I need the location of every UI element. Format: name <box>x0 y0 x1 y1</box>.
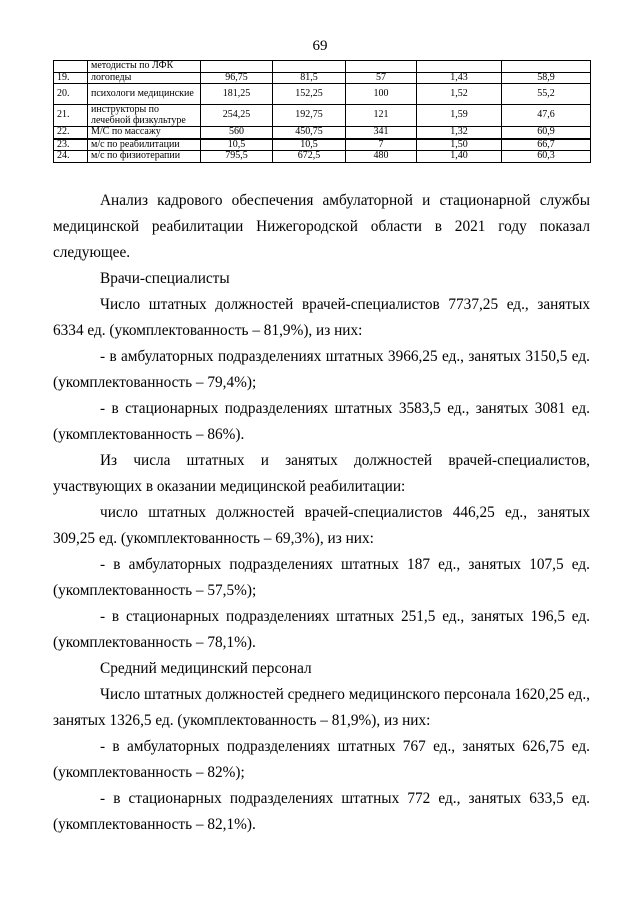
list-item: - в стационарных подразделениях штатных 3583,5 ед., занятых 3081 ед. (укомплектованность – 86%). <box>53 400 590 443</box>
value-cell: 1,50 <box>417 139 502 151</box>
value-cell: 55,2 <box>502 84 591 105</box>
value-cell: 254,25 <box>201 105 273 127</box>
position-name: м/с по физиотерапии <box>88 151 201 163</box>
value-cell: 450,75 <box>273 127 346 139</box>
value-cell: 1,40 <box>417 151 502 163</box>
list-item: - в амбулаторных подразделениях штатных 187 ед., занятых 107,5 ед. (укомплектованность – 57,5%); <box>53 556 590 599</box>
value-cell: 57 <box>346 72 417 84</box>
section-heading-nurses: Средний медицинский персонал <box>100 660 312 677</box>
value-cell: 10,5 <box>273 139 346 151</box>
value-cell: 60,3 <box>502 151 591 163</box>
position-name: М/С по массажу <box>88 127 201 139</box>
value-cell: 81,5 <box>273 72 346 84</box>
list-item: - в амбулаторных подразделениях штатных 3966,25 ед., занятых 3150,5 ед. (укомплектованность – 79,4%); <box>53 348 590 391</box>
row-number <box>54 61 88 73</box>
row-number: 23. <box>54 139 88 151</box>
value-cell <box>417 61 502 73</box>
row-number: 20. <box>54 84 88 105</box>
paragraph: Число штатных должностей среднего медицинского персонала 1620,25 ед., занятых 1326,5 ед. (укомплектованность – 81,9%), из них: <box>53 686 590 729</box>
position-name: инструкторы по лечебной физкультуре <box>88 105 201 127</box>
paragraph: Анализ кадрового обеспечения амбулаторной и стационарной службы медицинской реабилитации Нижегородской области в 2021 году показал следующее. <box>53 192 590 261</box>
section-heading-doctors: Врачи-специалисты <box>100 270 230 287</box>
table-row <box>54 151 591 163</box>
position-name: м/с по реабилитации <box>88 139 201 151</box>
value-cell <box>346 61 417 73</box>
value-cell: 1,59 <box>417 105 502 127</box>
value-cell <box>502 61 591 73</box>
table-row <box>54 61 591 73</box>
list-item: - в стационарных подразделениях штатных 251,5 ед., занятых 196,5 ед. (укомплектованность – 78,1%). <box>53 608 590 651</box>
value-cell: 96,75 <box>201 72 273 84</box>
value-cell: 66,7 <box>502 139 591 151</box>
table-row <box>54 127 591 139</box>
value-cell: 795,5 <box>201 151 273 163</box>
table-row <box>54 72 591 84</box>
value-cell: 672,5 <box>273 151 346 163</box>
value-cell: 47,6 <box>502 105 591 127</box>
value-cell: 7 <box>346 139 417 151</box>
row-number: 24. <box>54 151 88 163</box>
value-cell <box>273 61 346 73</box>
list-item: - в стационарных подразделениях штатных 772 ед., занятых 633,5 ед. (укомплектованность – 82,1%). <box>53 790 590 833</box>
position-name: методисты по ЛФК <box>88 61 201 73</box>
value-cell: 1,43 <box>417 72 502 84</box>
row-number: 22. <box>54 127 88 139</box>
value-cell: 480 <box>346 151 417 163</box>
row-number: 19. <box>54 72 88 84</box>
value-cell <box>201 61 273 73</box>
value-cell: 100 <box>346 84 417 105</box>
position-name: логопеды <box>88 72 201 84</box>
value-cell: 1,52 <box>417 84 502 105</box>
value-cell: 121 <box>346 105 417 127</box>
paragraph: Из числа штатных и занятых должностей врачей-специалистов, участвующих в оказании медицинской реабилитации: <box>53 452 590 495</box>
page-number: 69 <box>312 38 328 54</box>
table-row <box>54 84 591 105</box>
list-item: - в амбулаторных подразделениях штатных 767 ед., занятых 626,75 ед. (укомплектованность – 82%); <box>53 738 590 781</box>
value-cell: 181,25 <box>201 84 273 105</box>
value-cell: 560 <box>201 127 273 139</box>
value-cell: 152,25 <box>273 84 346 105</box>
position-name: психологи медицинские <box>88 84 201 105</box>
value-cell: 10,5 <box>201 139 273 151</box>
staffing-table <box>53 60 591 163</box>
value-cell: 341 <box>346 127 417 139</box>
value-cell: 60,9 <box>502 127 591 139</box>
value-cell: 58,9 <box>502 72 591 84</box>
paragraph: число штатных должностей врачей-специалистов 446,25 ед., занятых 309,25 ед. (укомплектованность – 69,3%), из них: <box>53 504 590 547</box>
table-row <box>54 139 591 151</box>
table-row <box>54 105 591 127</box>
value-cell: 1,32 <box>417 127 502 139</box>
value-cell: 192,75 <box>273 105 346 127</box>
document-body <box>53 188 590 838</box>
paragraph: Число штатных должностей врачей-специалистов 7737,25 ед., занятых 6334 ед. (укомплектованность – 81,9%), из них: <box>53 296 590 339</box>
row-number: 21. <box>54 105 88 127</box>
